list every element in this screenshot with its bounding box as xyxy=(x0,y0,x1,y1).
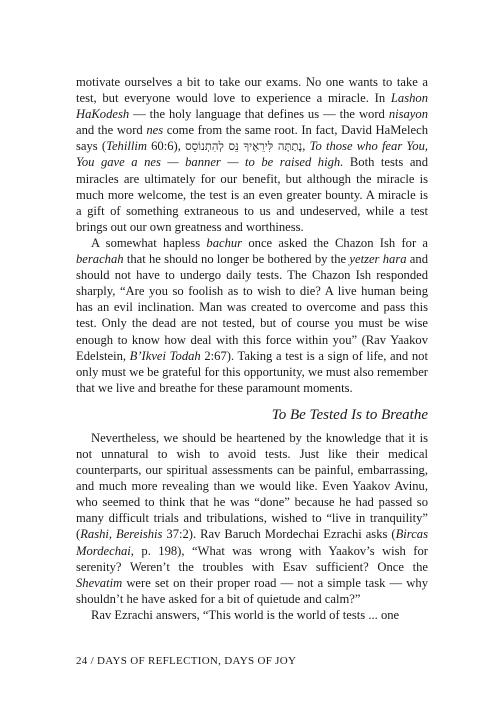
italic-text: To those who fear You, You gave a nes — banner — to be raised high. xyxy=(76,139,429,170)
italic-text: B’Ikvei Todah xyxy=(129,348,201,363)
text-run: were set on their proper road — not a simple task — why shouldn’t he have asked for a bit of quietude and calm?” xyxy=(76,575,428,606)
text-run: Rav Ezrachi answers, “This world is the world of tests ... one xyxy=(91,607,400,622)
text-run: and the word xyxy=(76,123,147,138)
text-block-after-heading xyxy=(76,430,428,623)
hebrew-verse: נָתַתָּה לִּירֵאֶיךָ נֵּס לְהִתְנוֹסֵס xyxy=(185,139,303,154)
italic-text: Lashon HaKodesh xyxy=(76,91,428,122)
paragraph xyxy=(76,607,428,623)
text-run: 37:2). Rav Baruch Mordechai Ezrachi asks ( xyxy=(162,527,396,542)
italic-text: bachur xyxy=(206,235,243,250)
text-run: 2:67). Taking a test is a sign of life, and not only must we be grateful for this opportunity, we must also remember that we live and breathe for these paramount moments. xyxy=(76,348,428,395)
text-run: that he should no longer be bothered by the xyxy=(123,252,350,267)
text-run: A somewhat hapless xyxy=(91,235,207,250)
text-run: , xyxy=(302,139,310,154)
section-heading: To Be Tested Is to Breathe xyxy=(271,406,428,423)
text-block-before-heading xyxy=(76,74,428,396)
paragraph xyxy=(76,430,428,607)
italic-text: Tehillim xyxy=(106,139,147,154)
italic-text: Rashi, Bereishis xyxy=(80,527,163,542)
text-run: Both tests and miracles are ultimately for our benefit, but although the miracle is much more welcome, the test is an even greater bounty. A miracle is a gift of something extraneous to us and undeserved, while a test brings out our own greatness and worthiness. xyxy=(76,155,429,234)
page-body xyxy=(76,74,428,623)
italic-text: nisayon xyxy=(388,107,428,122)
italic-text: nes xyxy=(146,123,164,138)
text-run: 60:6), xyxy=(146,139,186,154)
text-run: come from the same root. In fact, David HaMelech says ( xyxy=(76,123,428,154)
paragraph xyxy=(76,74,428,235)
text-run: motivate ourselves a bit to take our exams. No one wants to take a test, but everyone would love to experience a miracle. In xyxy=(76,75,428,106)
text-run: and should not have to undergo daily tests. The Chazon Ish responded sharply, “Are you so foolish as to wish to die? A live human being has an evil inclination. Man was created to overcome and pass this test. Only the dead are not tested, but of course you must be wise enough to know how deal with this force within you” (Rav Yaakov Edelstein, xyxy=(76,252,428,363)
text-run: — the holy language that defines us — the word xyxy=(129,107,389,122)
italic-text: berachah xyxy=(76,252,124,267)
italic-text: Bircas Mordechai xyxy=(76,527,429,558)
italic-text: Shevatim xyxy=(76,575,123,590)
text-run: once asked the Chazon Ish for a xyxy=(242,235,429,250)
text-run: , p. 198), “What was wrong with Yaakov’s wish for serenity? Weren’t the troubles with Esav sufficient? Once the xyxy=(76,543,428,574)
page-footer: 24 / DAYS OF REFLECTION, DAYS OF JOY xyxy=(76,655,297,667)
text-run: Nevertheless, we should be heartened by the knowledge that it is not unnatural to wish to avoid tests. Just like their medical counterparts, our spiritual assessments can be painful, embarrassing, and much more revealing than we would like. Even Yaakov Avinu, who seemed to think that he was “done” because he had passed so many difficult trials and tribulations, wished to “live in tranquility” ( xyxy=(76,430,428,542)
italic-text: yetzer hara xyxy=(349,252,407,267)
paragraph xyxy=(76,235,428,396)
